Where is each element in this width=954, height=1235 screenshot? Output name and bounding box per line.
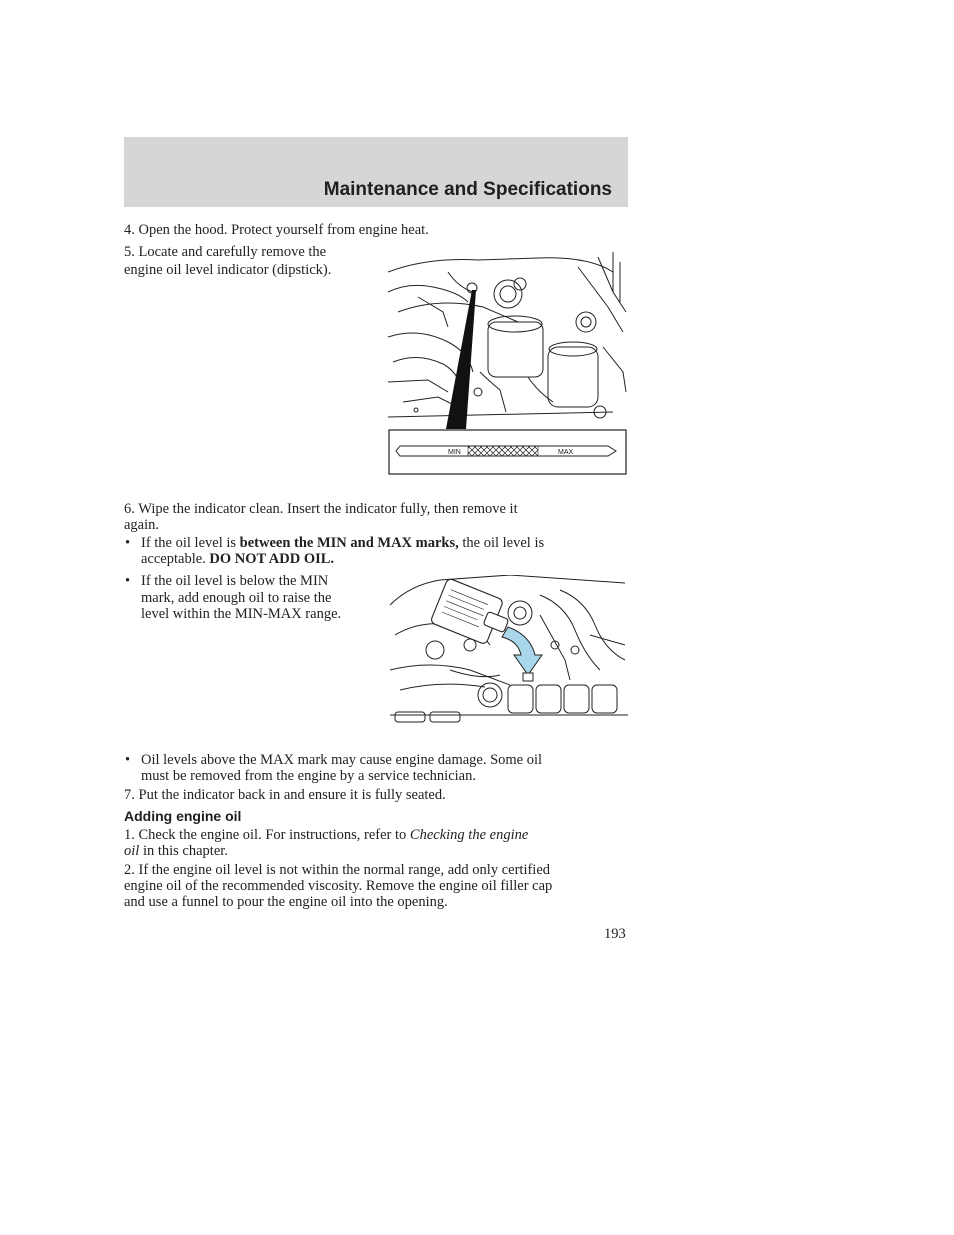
- bullet-marker: •: [125, 752, 131, 768]
- bullet-3-line-2: must be removed from the engine by a service technician.: [141, 768, 476, 784]
- bullet-2-line-1: If the oil level is below the MIN: [141, 573, 329, 589]
- bullet-1-line-1: [141, 535, 544, 551]
- section-header-band: [124, 137, 628, 207]
- dipstick-max-label: MAX: [558, 449, 574, 456]
- bullet-1-bold: between the MIN and MAX marks,: [239, 535, 459, 551]
- adding-step-1-text: 1. Check the engine oil. For instructions, refer to: [124, 827, 410, 843]
- adding-step-1-line-2: [124, 843, 228, 859]
- checking-engine-oil-reference-end: oil: [124, 843, 140, 859]
- bullet-2-line-3: level within the MIN-MAX range.: [141, 606, 342, 622]
- step-6-line-2: again.: [124, 517, 160, 533]
- adding-oil-illustration: [390, 575, 628, 735]
- adding-step-1-text-end: in this chapter.: [139, 843, 228, 859]
- section-title: Maintenance and Specifications: [323, 179, 612, 200]
- adding-step-2-line-2: engine oil of the recommended viscosity. Remove the engine oil filler cap: [124, 878, 553, 894]
- step-5-line-1: 5. Locate and carefully remove the: [124, 244, 327, 260]
- bullet-marker: •: [125, 573, 131, 589]
- bullet-1-text-end: the oil level is: [458, 535, 545, 551]
- bullet-1-line-2-text: acceptable.: [141, 551, 210, 567]
- step-4: 4. Open the hood. Protect yourself from engine heat.: [124, 222, 429, 238]
- step-7: 7. Put the indicator back in and ensure it is fully seated.: [124, 787, 446, 803]
- adding-step-2-line-3: and use a funnel to pour the engine oil into the opening.: [124, 894, 448, 910]
- do-not-add-oil-warning: DO NOT ADD OIL.: [209, 551, 335, 567]
- dipstick-min-label: MIN: [448, 449, 461, 456]
- bullet-3-line-1: Oil levels above the MAX mark may cause engine damage. Some oil: [141, 752, 543, 768]
- page-number: 193: [604, 926, 626, 942]
- adding-step-2-line-1: 2. If the engine oil level is not within the normal range, add only certified: [124, 862, 551, 878]
- bullet-2-line-2: mark, add enough oil to raise the: [141, 590, 332, 606]
- adding-engine-oil-heading: Adding engine oil: [124, 808, 242, 824]
- bullet-1-text: If the oil level is: [141, 535, 240, 551]
- bullet-1-line-2: [141, 551, 334, 567]
- adding-step-1-line-1: [124, 827, 528, 843]
- step-6-line-1: 6. Wipe the indicator clean. Insert the indicator fully, then remove it: [124, 501, 518, 517]
- step-5-line-2: engine oil level indicator (dipstick).: [124, 262, 332, 278]
- engine-dipstick-illustration: [388, 252, 628, 476]
- checking-engine-oil-reference: Checking the engine: [409, 827, 529, 843]
- bullet-marker: •: [125, 535, 131, 551]
